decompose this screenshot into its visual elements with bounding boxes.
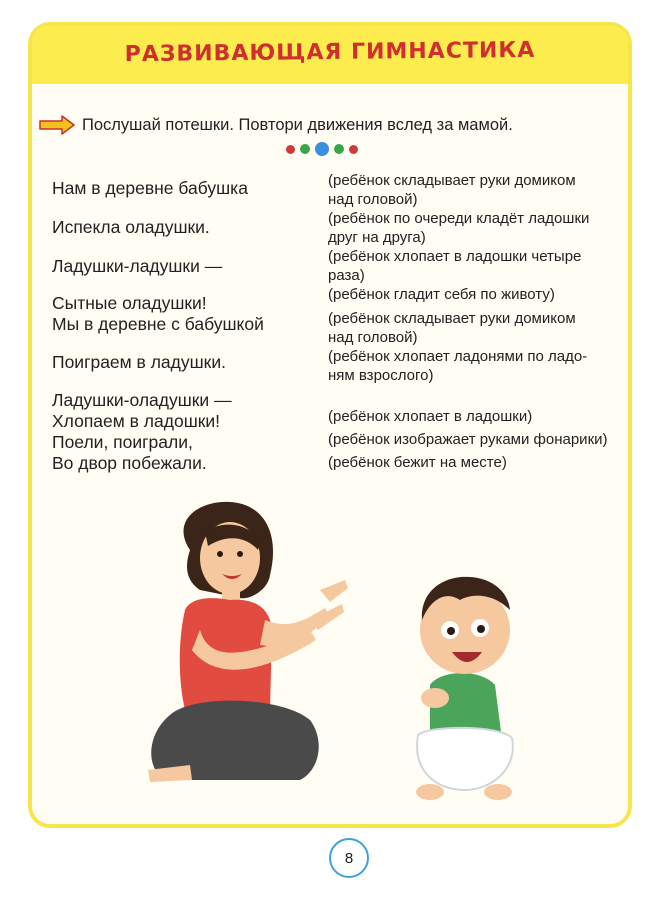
dot-icon xyxy=(300,144,310,154)
action-line: ням взрослого) xyxy=(328,366,434,384)
action-note xyxy=(328,310,576,347)
action-note xyxy=(328,286,555,305)
action-line: (ребёнок по очереди кладёт ладошки xyxy=(328,210,590,227)
page-number-badge xyxy=(329,838,369,878)
action-note xyxy=(328,431,608,450)
verse-line: Мы в деревне с бабушкой xyxy=(52,314,264,334)
verse-line: Поиграем в ладушки. xyxy=(52,352,226,372)
page-title: РАЗВИВАЮЩАЯ ГИМНАСТИКА xyxy=(124,37,536,68)
verse-stanza xyxy=(52,390,232,474)
action-line: (ребёнок хлопает в ладошки) xyxy=(328,408,533,425)
action-line: раза) xyxy=(328,266,365,284)
action-line: (ребёнок изображает руками фонарики) xyxy=(328,431,608,448)
action-line: (ребёнок складывает руки домиком xyxy=(328,172,576,189)
verse-line: Испекла оладушки. xyxy=(52,217,210,237)
action-line: (ребёнок хлопает ладонями по ладо- xyxy=(328,348,588,365)
instruction-text: Послушай потешки. Повтори движения вслед за мамой. xyxy=(82,115,513,134)
action-line: (ребёнок хлопает в ладошки четыре xyxy=(328,248,582,265)
header-band xyxy=(32,26,628,84)
verse-line: Во двор побежали. xyxy=(52,453,207,473)
verse-line: Поели, поиграли, xyxy=(52,432,193,452)
action-note xyxy=(328,210,589,247)
action-note xyxy=(328,454,507,473)
dot-icon xyxy=(286,145,295,154)
action-line: (ребёнок гладит себя по животу) xyxy=(328,286,555,303)
verse-stanza xyxy=(52,217,210,238)
baby-figure xyxy=(416,577,513,800)
verse-line: Ладушки-оладушки — xyxy=(52,390,232,410)
verse-stanza xyxy=(52,256,222,277)
arrow-right-icon xyxy=(38,114,76,136)
dot-icon xyxy=(315,142,329,156)
mother-baby-illustration xyxy=(130,480,560,810)
action-line: (ребёнок бежит на месте) xyxy=(328,454,507,471)
action-note xyxy=(328,172,576,209)
verse-stanza xyxy=(52,352,226,373)
action-note xyxy=(328,248,581,285)
dot-icon xyxy=(334,144,344,154)
verse-line: Ладушки-ладушки — xyxy=(52,256,223,276)
decorative-dots xyxy=(286,142,358,156)
dot-icon xyxy=(349,145,358,154)
verse-line: Хлопаем в ладошки! xyxy=(52,411,221,431)
action-line: (ребёнок складывает руки домиком xyxy=(328,310,576,327)
mother-figure xyxy=(148,502,348,782)
instruction-row xyxy=(38,112,513,138)
verse-stanza xyxy=(52,293,264,335)
verse-line: Сытные оладушки! xyxy=(52,293,207,313)
verse-stanza xyxy=(52,178,248,199)
verse-line: Нам в деревне бабушка xyxy=(52,178,248,198)
action-line: над головой) xyxy=(328,190,418,208)
action-note xyxy=(328,348,587,385)
action-line: над головой) xyxy=(328,328,418,346)
page-number: 8 xyxy=(344,849,354,867)
action-note xyxy=(328,408,532,427)
action-line: друг на друга) xyxy=(328,228,426,246)
